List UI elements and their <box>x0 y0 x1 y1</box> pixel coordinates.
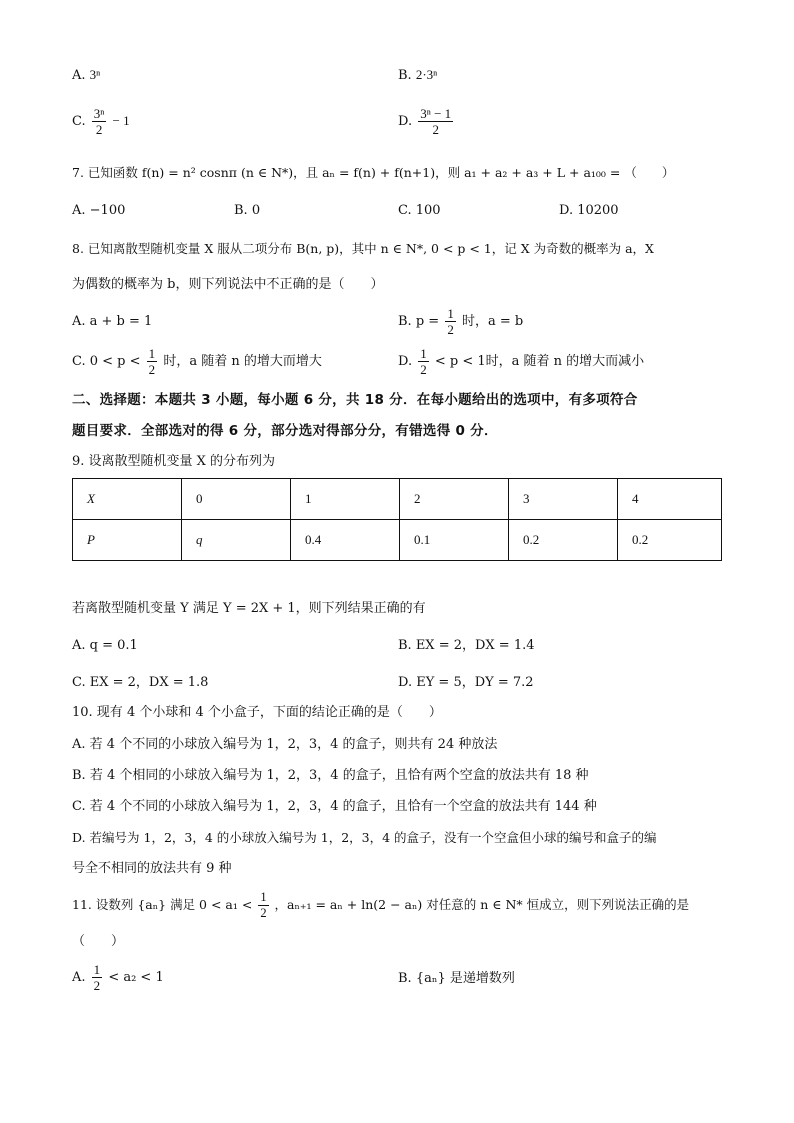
fraction: $\frac{1}{2}$ <box>420 346 427 377</box>
q8-option-b: B. p = $\frac{1}{2}$ 时，a = b <box>398 306 524 337</box>
option-label: D. <box>398 114 413 129</box>
fraction: $\frac{1}{2}$ <box>260 890 267 920</box>
table-row <box>73 479 722 520</box>
q6-option-d <box>398 106 455 137</box>
q9-condition: 若离散型随机变量 Y 满足 Y = 2X + 1，则下列结果正确的有 <box>72 601 426 616</box>
table-row <box>73 520 722 561</box>
q9-option-b: B. EX = 2，DX = 1.4 <box>398 638 535 653</box>
distribution-table <box>72 478 722 561</box>
table-cell: 3 <box>509 479 618 520</box>
q11-stem: 11. 设数列 {aₙ} 满足 0 < a₁ < $\frac{1}{2}$ ，aₙ₊₁ = aₙ + ln(2 − aₙ) 对任意的 n ∈ N* 恒成立，则下列说法正确的是 <box>72 890 690 920</box>
q11-answer-paren: （ ） <box>72 934 125 949</box>
table-cell: 0 <box>182 479 291 520</box>
table-cell: q <box>182 520 291 561</box>
q8-stem-line1: 8. 已知离散型随机变量 X 服从二项分布 B(n, p)，其中 n ∈ N*, 0 < p < 1，记 X 为奇数的概率为 a，X <box>72 241 654 256</box>
option-label: A. <box>72 68 86 83</box>
q10-option-a: A. 若 4 个不同的小球放入编号为 1，2，3，4 的盒子，则共有 24 种放法 <box>72 737 498 752</box>
q10-option-c: C. 若 4 个不同的小球放入编号为 1，2，3，4 的盒子，且恰有一个空盒的放法共有 144 种 <box>72 799 597 814</box>
table-cell: 0.4 <box>291 520 400 561</box>
q6-option-a <box>72 66 100 85</box>
q10-stem: 10. 现有 4 个小球和 4 个小盒子，下面的结论正确的是（ ） <box>72 705 442 720</box>
option-label: C. <box>72 114 86 129</box>
table-cell: P <box>73 520 182 561</box>
q7-option-d: D. 10200 <box>559 203 619 218</box>
q7-stem: 7. 已知函数 f(n) = n² cosnπ (n ∈ N*)，且 aₙ = f(n) + f(n+1)，则 a₁ + a₂ + a₃ + L + a₁₀₀ = （ ） <box>72 165 675 180</box>
option-text: 3ⁿ <box>89 67 101 82</box>
q8-stem-line2: 为偶数的概率为 b，则下列说法中不正确的是（ ） <box>72 277 384 292</box>
fraction: $\frac{1}{2}$ <box>148 346 156 377</box>
fraction: $\frac{1}{2}$ <box>93 962 101 993</box>
table-cell: 0.1 <box>400 520 509 561</box>
q7-option-a: A. −100 <box>72 203 126 218</box>
q10-option-d-line2: 号全不相同的放法共有 9 种 <box>72 861 232 876</box>
q6-option-b <box>398 66 437 85</box>
table-cell: 0.2 <box>618 520 722 561</box>
table-cell: 4 <box>618 479 722 520</box>
q6-option-c: C. $\frac{\text{3ⁿ}}{2}$ − 1 <box>72 106 130 137</box>
q10-option-b: B. 若 4 个相同的小球放入编号为 1，2，3，4 的盒子，且恰有两个空盒的放法共有 18 种 <box>72 768 589 783</box>
fraction: $\frac{\text{3ⁿ − 1}}{2}$ <box>420 106 452 137</box>
q8-option-a: A. a + b = 1 <box>72 314 153 329</box>
q8-option-c: C. 0 < p < $\frac{1}{2}$ 时，a 随着 n 的增大而增大 <box>72 346 322 377</box>
q7-option-b: B. 0 <box>234 203 261 218</box>
table-cell: X <box>73 479 182 520</box>
table-cell: 0.2 <box>509 520 618 561</box>
q9-option-d: D. EY = 5，DY = 7.2 <box>398 675 534 690</box>
q10-option-d-line1: D. 若编号为 1，2，3，4 的小球放入编号为 1，2，3，4 的盒子，没有一个空盒但小球的编号和盒子的编 <box>72 830 657 845</box>
q9-stem: 9. 设离散型随机变量 X 的分布列为 <box>72 454 276 469</box>
fraction: $\frac{\text{3ⁿ}}{2}$ <box>93 106 105 137</box>
q11-option-b: B. {aₙ} 是递增数列 <box>398 971 515 986</box>
fraction: $\frac{1}{2}$ <box>447 306 454 337</box>
q11-option-a: A. $\frac{1}{2}$ < a₂ < 1 <box>72 962 164 993</box>
q9-option-a: A. q = 0.1 <box>72 638 138 653</box>
table-cell: 2 <box>400 479 509 520</box>
option-text: 2·3ⁿ <box>415 67 438 82</box>
table-cell: 1 <box>291 479 400 520</box>
section-heading-line2: 题目要求．全部选对的得 6 分，部分选对得部分分，有错选得 0 分． <box>72 423 498 439</box>
section-heading-line1: 二、选择题：本题共 3 小题，每小题 6 分，共 18 分．在每小题给出的选项中，有多项符合 <box>72 392 638 408</box>
q8-option-d: D. $\frac{1}{2}$ < p < 1时，a 随着 n 的增大而减小 <box>398 346 645 377</box>
q7-option-c: C. 100 <box>398 203 441 218</box>
option-label: B. <box>398 68 412 83</box>
q9-option-c: C. EX = 2，DX = 1.8 <box>72 675 209 690</box>
